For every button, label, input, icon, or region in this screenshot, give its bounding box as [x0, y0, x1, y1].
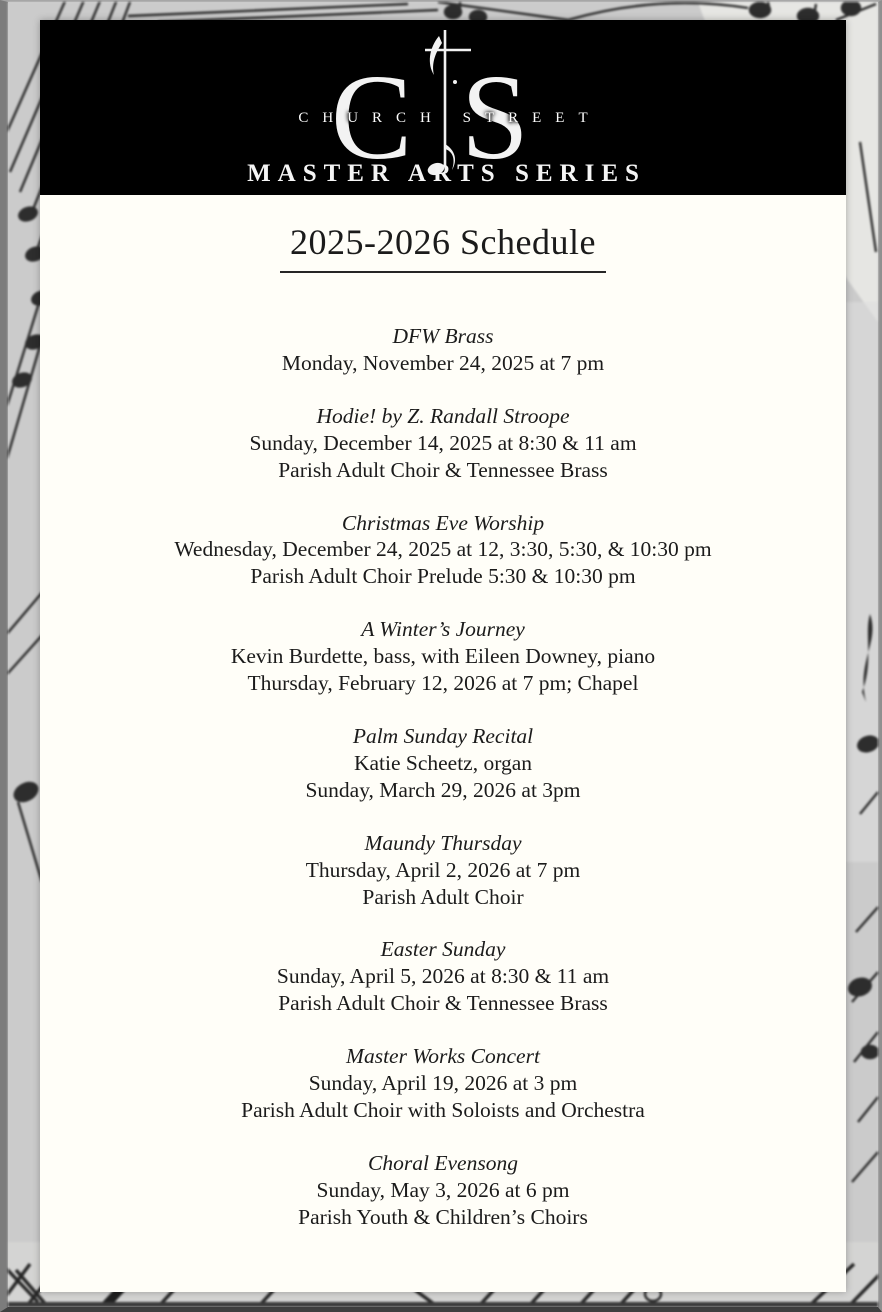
schedule-title: 2025-2026 Schedule — [280, 222, 606, 273]
event-detail-line: Wednesday, December 24, 2025 at 12, 3:30, 5:30, & 10:30 pm — [174, 537, 712, 562]
event-detail-line: Sunday, May 3, 2026 at 6 pm — [316, 1177, 570, 1202]
event-detail-line: Monday, November 24, 2025 at 7 pm — [281, 350, 605, 375]
event-detail-line: Sunday, December 14, 2025 at 8:30 & 11 am — [249, 430, 637, 455]
event-detail-line: Katie Scheetz, organ — [353, 750, 533, 775]
logo-monogram-c: C — [331, 50, 413, 185]
event-title: Master Works Concert — [346, 1044, 540, 1069]
event-details — [40, 430, 846, 484]
logo-church-street-label: CHURCH STREET — [298, 110, 602, 126]
event-title: DFW Brass — [392, 324, 494, 348]
event-details — [40, 536, 846, 590]
event-detail-line: Parish Adult Choir & Tennessee Brass — [278, 457, 608, 482]
event-details — [40, 350, 846, 377]
logo-master-arts-series-label: MASTER ARTS SERIES — [247, 160, 646, 187]
flyer-header — [40, 20, 846, 195]
event-title: A Winter’s Journey — [361, 617, 525, 642]
event-detail-line: Sunday, March 29, 2026 at 3pm — [305, 777, 581, 802]
event-block — [40, 830, 846, 911]
event-details — [40, 1177, 846, 1231]
event-detail-line: Parish Adult Choir — [362, 884, 524, 909]
event-title: Easter Sunday — [380, 937, 506, 962]
event-block — [40, 510, 846, 591]
event-detail-line: Thursday, April 2, 2026 at 7 pm — [305, 857, 581, 882]
event-detail-line: Parish Adult Choir with Soloists and Orchestra — [241, 1097, 645, 1122]
event-details — [40, 643, 846, 697]
event-title: Christmas Eve Worship — [341, 510, 545, 535]
flame-icon — [430, 36, 442, 75]
events-list — [40, 323, 846, 1231]
event-block — [40, 936, 846, 1017]
event-block — [40, 403, 846, 484]
event-detail-line: Parish Youth & Children’s Choirs — [298, 1204, 588, 1229]
event-title: Palm Sunday Recital — [352, 723, 534, 748]
event-block — [40, 323, 846, 377]
event-title: Choral Evensong — [368, 1150, 518, 1175]
event-details — [40, 750, 846, 804]
event-title: Maundy Thursday — [364, 830, 522, 855]
schedule-flyer — [40, 20, 846, 1292]
event-title: Hodie! by Z. Randall Stroope — [316, 403, 570, 428]
event-block — [40, 1150, 846, 1231]
event-block — [40, 1043, 846, 1124]
event-detail-line: Sunday, April 19, 2026 at 3 pm — [308, 1071, 578, 1096]
event-details — [40, 1070, 846, 1124]
event-details — [40, 857, 846, 911]
event-detail-line: Kevin Burdette, bass, with Eileen Downey, piano — [230, 644, 656, 669]
event-detail-line: Parish Adult Choir Prelude 5:30 & 10:30 pm — [250, 564, 636, 589]
event-detail-line: Parish Adult Choir & Tennessee Brass — [278, 991, 608, 1016]
logo-monogram-s: S — [461, 50, 529, 185]
event-detail-line: Sunday, April 5, 2026 at 8:30 & 11 am — [276, 964, 610, 989]
flyer-body — [40, 195, 846, 1292]
event-block — [40, 616, 846, 697]
event-block — [40, 723, 846, 804]
event-details — [40, 963, 846, 1017]
event-detail-line: Thursday, February 12, 2026 at 7 pm; Chapel — [247, 671, 639, 696]
